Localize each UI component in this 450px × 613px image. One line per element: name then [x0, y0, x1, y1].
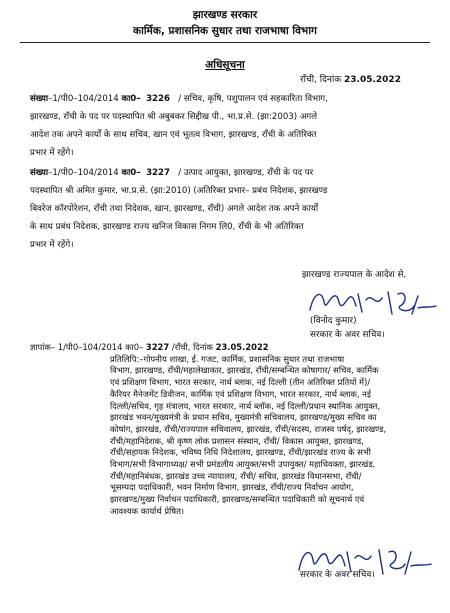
header-divider: [20, 42, 430, 43]
sankhya-label: संख्या: [30, 94, 49, 104]
notification-title: अधिसूचना: [205, 59, 245, 71]
paragraph-line: प्रभार में रहेंगे।: [30, 240, 74, 250]
memo-line: दिल्ली/सचिव, गृह मंत्रालय, भारत सरकार, नार्थ ब्लॉक, नई दिल्ली/प्रधान स्थानिक आयुक्त,: [110, 400, 381, 411]
memo-paragraph: [30, 342, 386, 518]
memo-date: 23.05.2022: [215, 342, 269, 352]
signatory-title: सरकार के अवर सचिव।: [310, 330, 385, 340]
memo-line: झारखंड भवन/मुख्यमंत्री के प्रधान सचिव, मुख्यमंत्री सचिवालय, झारखण्ड/मुख्य सचिव का: [110, 412, 377, 423]
memo-line: विभाग/सभी विभागाध्यक्ष/ सभी प्रमंडलीय आयुक्त/सभी उपायुक्त/ महाधिवक्ता, झारखंड,: [110, 459, 376, 470]
paragraph-line: झारखण्ड, राँची के पद पर पदस्थापित श्री अबुबकर सिद्दीख पी., भा.प्र.से. (झा:2003) अगले: [30, 112, 318, 122]
paragraph-line: प्रभार में रहेंगे।: [30, 148, 74, 158]
signatory-name: (विनोद कुमार): [310, 316, 357, 326]
memo-line: कोषांग, झारखंड, राँची/राज्यपाल सचिवालय, झारखंड, राँची/सदस्य, राजस्व पर्षद्, झारखण्ड,: [110, 423, 387, 434]
memo-line: विभाग, झारखण्ड, राँची/महालेखाकार, झारखंड, राँची/सम्बन्धित कोषागार/ सचिव, कार्मिक: [110, 365, 379, 376]
ka-number: 3227: [146, 168, 170, 178]
notification-dateline: [300, 72, 401, 85]
paragraph-text: / सचिव, कृषि, पशुपालन एवं सहकारिता विभाग,: [178, 94, 328, 104]
memo-line: राँची/सहायक निदेशक, भविष्य निधि निदेशालय, झारखण्ड, राँची/झारखंड राज्य के सभी: [110, 447, 371, 458]
reference-number: –1/पी0–104/2014: [48, 94, 122, 104]
signatory-title-2: सरकार के अवर सचिव।: [300, 570, 375, 580]
memo-prefix: ज्ञापांक– 1/पी0–104/2014 का0–: [30, 342, 146, 352]
memo-ka-number: 3227: [145, 342, 170, 352]
memo-line: राँची/महानिबंधक, झारखंड उच्च न्यायालय, राँची/ सचिव, झारखंड विधानसभा, राँची/: [110, 470, 362, 481]
paragraph-line: पदस्थापित श्री अमित कुमार, भा.प्र.से. (झा:2010) (अतिरिक्त प्रभार– प्रबंध निदेशक, झारखण्ड: [30, 186, 328, 196]
government-heading: झारखण्ड सरकार: [192, 9, 258, 21]
order-paragraph-2: [30, 164, 327, 254]
ka-label: का0–: [121, 168, 141, 178]
dateline-prefix: राँची, दिनांक: [300, 75, 342, 85]
paragraph-line: [30, 164, 327, 182]
sankhya-label: संख्या: [30, 168, 49, 178]
memo-line: झारखण्ड/मुख्य निर्वाचन पदाधिकारी, झारखण्ड/सम्बन्धित पदाधिकारी को सूचनार्थ एवं: [110, 494, 365, 505]
order-paragraph-1: [30, 90, 328, 162]
paragraph-line: बिवरेज कॉरपोरेशन, राँची तथा निदेशक, खान, झारखण्ड, राँची) अगले आदेश तक अपने कार्यों: [30, 204, 319, 214]
paragraph-line: आदेश तक अपने कार्यों के साथ सचिव, खान एवं भूतत्व विभाग, झारखण्ड, राँची के अतिरिक्त: [30, 130, 317, 140]
memo-mid: /राँची, दिनांक: [169, 342, 216, 352]
memo-heading-line: [30, 342, 386, 354]
memo-line: आवश्यक कार्यार्थ प्रेषित।: [110, 505, 185, 516]
paragraph-line: के साथ प्रबंध निदेशक, झारखण्ड राज्य खनिज विकास निगम लि0, राँची के भी अतिरिक्त: [30, 222, 304, 232]
paragraph-text: / उत्पाद आयुक्त, झारखण्ड, राँची के पद पर: [178, 168, 314, 178]
memo-line: एवं प्रशिक्षण विभाग, भारत सरकार, नार्थ ब्लाक, नई दिल्ली (तीन अतिरिक्त प्रतियों में)/: [110, 377, 371, 388]
memo-line: कैरियर मैनेजमेंट डिवीजन, कार्मिक एवं प्रशिक्षण विभाग, भारत सरकार, नार्थ ब्लाक, नई: [110, 388, 371, 399]
governor-order-line: झारखण्ड राज्यपाल के आदेश से,: [302, 270, 407, 280]
memo-line: भूसम्पदा पदाधिकारी, भवन निर्माण विभाग, झारखंड, राँची/राज्य निर्वाचन आयोग,: [110, 482, 354, 493]
department-heading: कार्मिक, प्रशासनिक सुधार तथा राजभाषा विभाग: [133, 25, 317, 37]
ka-label: का0–: [121, 94, 141, 104]
dateline-date: 23.05.2022: [344, 75, 401, 85]
reference-number: –1/पी0–104/2014: [48, 168, 122, 178]
memo-line: प्रतिलिपि:–गोपनीय शाखा, ई. गजट, कार्मिक, प्रशासनिक सुधार तथा राजभाषा: [110, 353, 345, 364]
memo-line: राँची/महानिदेशक, श्री कृष्ण लोक प्रशासन संस्थान, राँची/ विकास आयुक्त, झारखण्ड,: [110, 435, 364, 446]
ka-number: 3226: [146, 94, 170, 104]
paragraph-line: [30, 90, 328, 108]
